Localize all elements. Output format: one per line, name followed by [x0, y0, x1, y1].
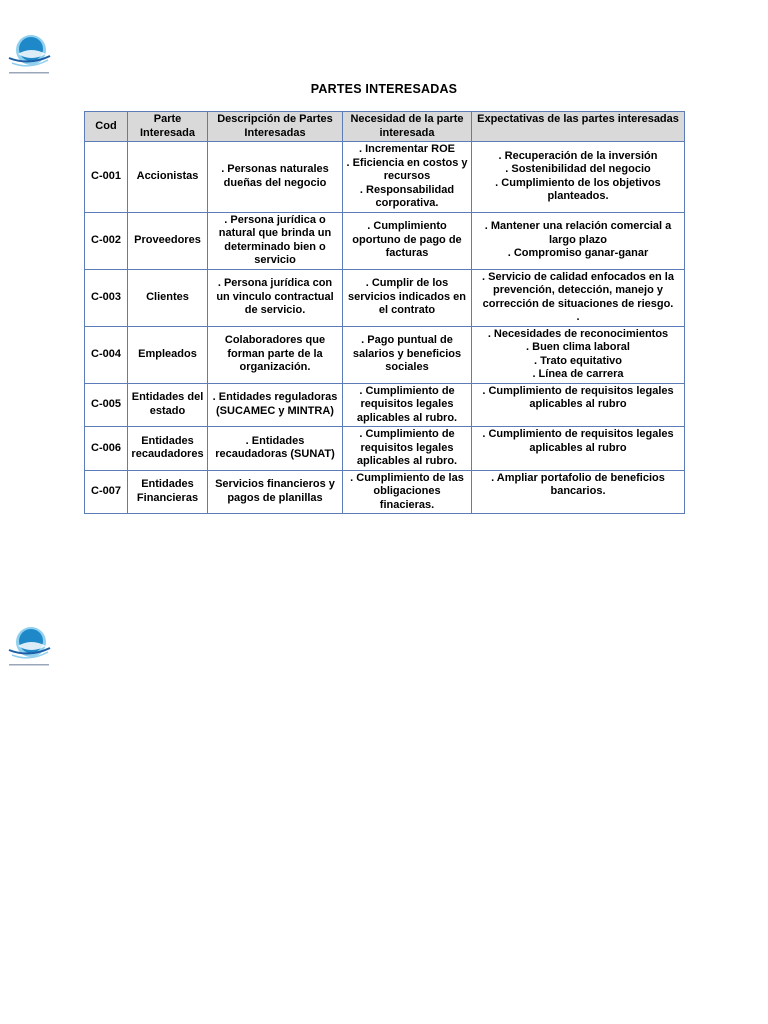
- cell-expectativas: [472, 142, 685, 213]
- cell-necesidad: [343, 427, 472, 471]
- expectativa-line: . Mantener una relación comercial a largo plazo: [484, 220, 672, 246]
- necesidad-line: . Incrementar ROE: [359, 143, 455, 155]
- cell-cod: C-007: [85, 470, 128, 514]
- cell-cod: C-002: [85, 212, 128, 269]
- page-title: PARTES INTERESADAS: [310, 82, 458, 96]
- cell-descripcion: Colaboradores que forman parte de la organización.: [208, 326, 343, 383]
- necesidad-line: . Cumplimiento de requisitos legales aplicables al rubro.: [356, 428, 458, 467]
- necesidad-line: . Cumplimiento de las obligaciones finacieras.: [350, 471, 464, 511]
- basc-logo-icon: [6, 32, 52, 80]
- cell-parte: Accionistas: [128, 142, 208, 213]
- necesidad-line: . Eficiencia en costos y recursos: [346, 156, 468, 182]
- basc-logo-icon: [6, 624, 52, 672]
- necesidad-line: . Cumplimiento oportuno de pago de facturas: [352, 220, 462, 260]
- expectativa-line: . Línea de carrera: [532, 368, 624, 380]
- cell-parte: Clientes: [128, 269, 208, 326]
- table-row: [85, 269, 685, 326]
- cell-parte: Entidades Financieras: [128, 470, 208, 514]
- expectativa-line: . Servicio de calidad enfocados en la prevención, detección, manejo y corrección de situaciones de riesgo.: [482, 270, 674, 310]
- cell-necesidad: [343, 326, 472, 383]
- table-row: [85, 326, 685, 383]
- expectativa-line: . Buen clima laboral: [526, 341, 630, 353]
- cell-necesidad: [343, 269, 472, 326]
- cell-descripcion: . Entidades recaudadoras (SUNAT): [208, 427, 343, 471]
- cell-expectativas: [472, 269, 685, 326]
- header-expectativas: Expectativas de las partes interesadas: [472, 112, 685, 142]
- necesidad-line: . Cumplimiento de requisitos legales aplicables al rubro.: [356, 384, 458, 424]
- cell-expectativas: [472, 212, 685, 269]
- table-row: [85, 383, 685, 427]
- header-parte: Parte Interesada: [128, 112, 208, 142]
- cell-descripcion: . Personas naturales dueñas del negocio: [208, 142, 343, 213]
- expectativa-line: . Cumplimiento de requisitos legales aplicables al rubro: [482, 428, 674, 454]
- table-row: [85, 142, 685, 213]
- table-row: [85, 470, 685, 514]
- cell-cod: C-005: [85, 383, 128, 427]
- header-descripcion: Descripción de Partes Interesadas: [208, 112, 343, 142]
- cell-expectativas: [472, 470, 685, 514]
- expectativa-line: .: [576, 311, 580, 323]
- stakeholders-table: [84, 111, 685, 514]
- cell-expectativas: [472, 427, 685, 471]
- cell-parte: Proveedores: [128, 212, 208, 269]
- table-header-row: [85, 112, 685, 142]
- cell-parte: Empleados: [128, 326, 208, 383]
- table-row: [85, 212, 685, 269]
- expectativa-line: . Ampliar portafolio de beneficios bancarios.: [491, 471, 665, 497]
- cell-parte: Entidades del estado: [128, 383, 208, 427]
- expectativa-line: . Necesidades de reconocimientos: [487, 327, 669, 340]
- cell-expectativas: [472, 326, 685, 383]
- cell-descripcion: . Persona jurídica o natural que brinda un determinado bien o servicio: [208, 212, 343, 269]
- cell-parte: Entidades recaudadores: [128, 427, 208, 471]
- necesidad-line: . Responsabilidad corporativa.: [359, 183, 455, 209]
- table-row: [85, 427, 685, 471]
- expectativa-line: . Cumplimiento de los objetivos planteados.: [495, 176, 661, 203]
- header-cod: Cod: [85, 112, 128, 142]
- expectativa-line: . Cumplimiento de requisitos legales aplicables al rubro: [482, 384, 674, 410]
- necesidad-line: . Pago puntual de salarios y beneficios sociales: [352, 334, 462, 374]
- necesidad-line: . Cumplir de los servicios indicados en el contrato: [348, 277, 466, 317]
- expectativa-line: . Sostenibilidad del negocio: [505, 163, 651, 176]
- cell-necesidad: [343, 470, 472, 514]
- expectativa-line: . Trato equitativo: [533, 354, 622, 367]
- expectativa-line: . Recuperación de la inversión: [498, 149, 658, 162]
- expectativa-line: . Compromiso ganar-ganar: [507, 247, 649, 260]
- cell-necesidad: [343, 142, 472, 213]
- cell-cod: C-003: [85, 269, 128, 326]
- cell-necesidad: [343, 212, 472, 269]
- cell-descripcion: . Persona jurídica con un vinculo contractual de servicio.: [208, 269, 343, 326]
- cell-necesidad: [343, 383, 472, 427]
- cell-expectativas: [472, 383, 685, 427]
- cell-cod: C-006: [85, 427, 128, 471]
- cell-cod: C-001: [85, 142, 128, 213]
- cell-cod: C-004: [85, 326, 128, 383]
- header-necesidad: Necesidad de la parte interesada: [343, 112, 472, 142]
- cell-descripcion: . Entidades reguladoras (SUCAMEC y MINTRA): [208, 383, 343, 427]
- cell-descripcion: Servicios financieros y pagos de planillas: [208, 470, 343, 514]
